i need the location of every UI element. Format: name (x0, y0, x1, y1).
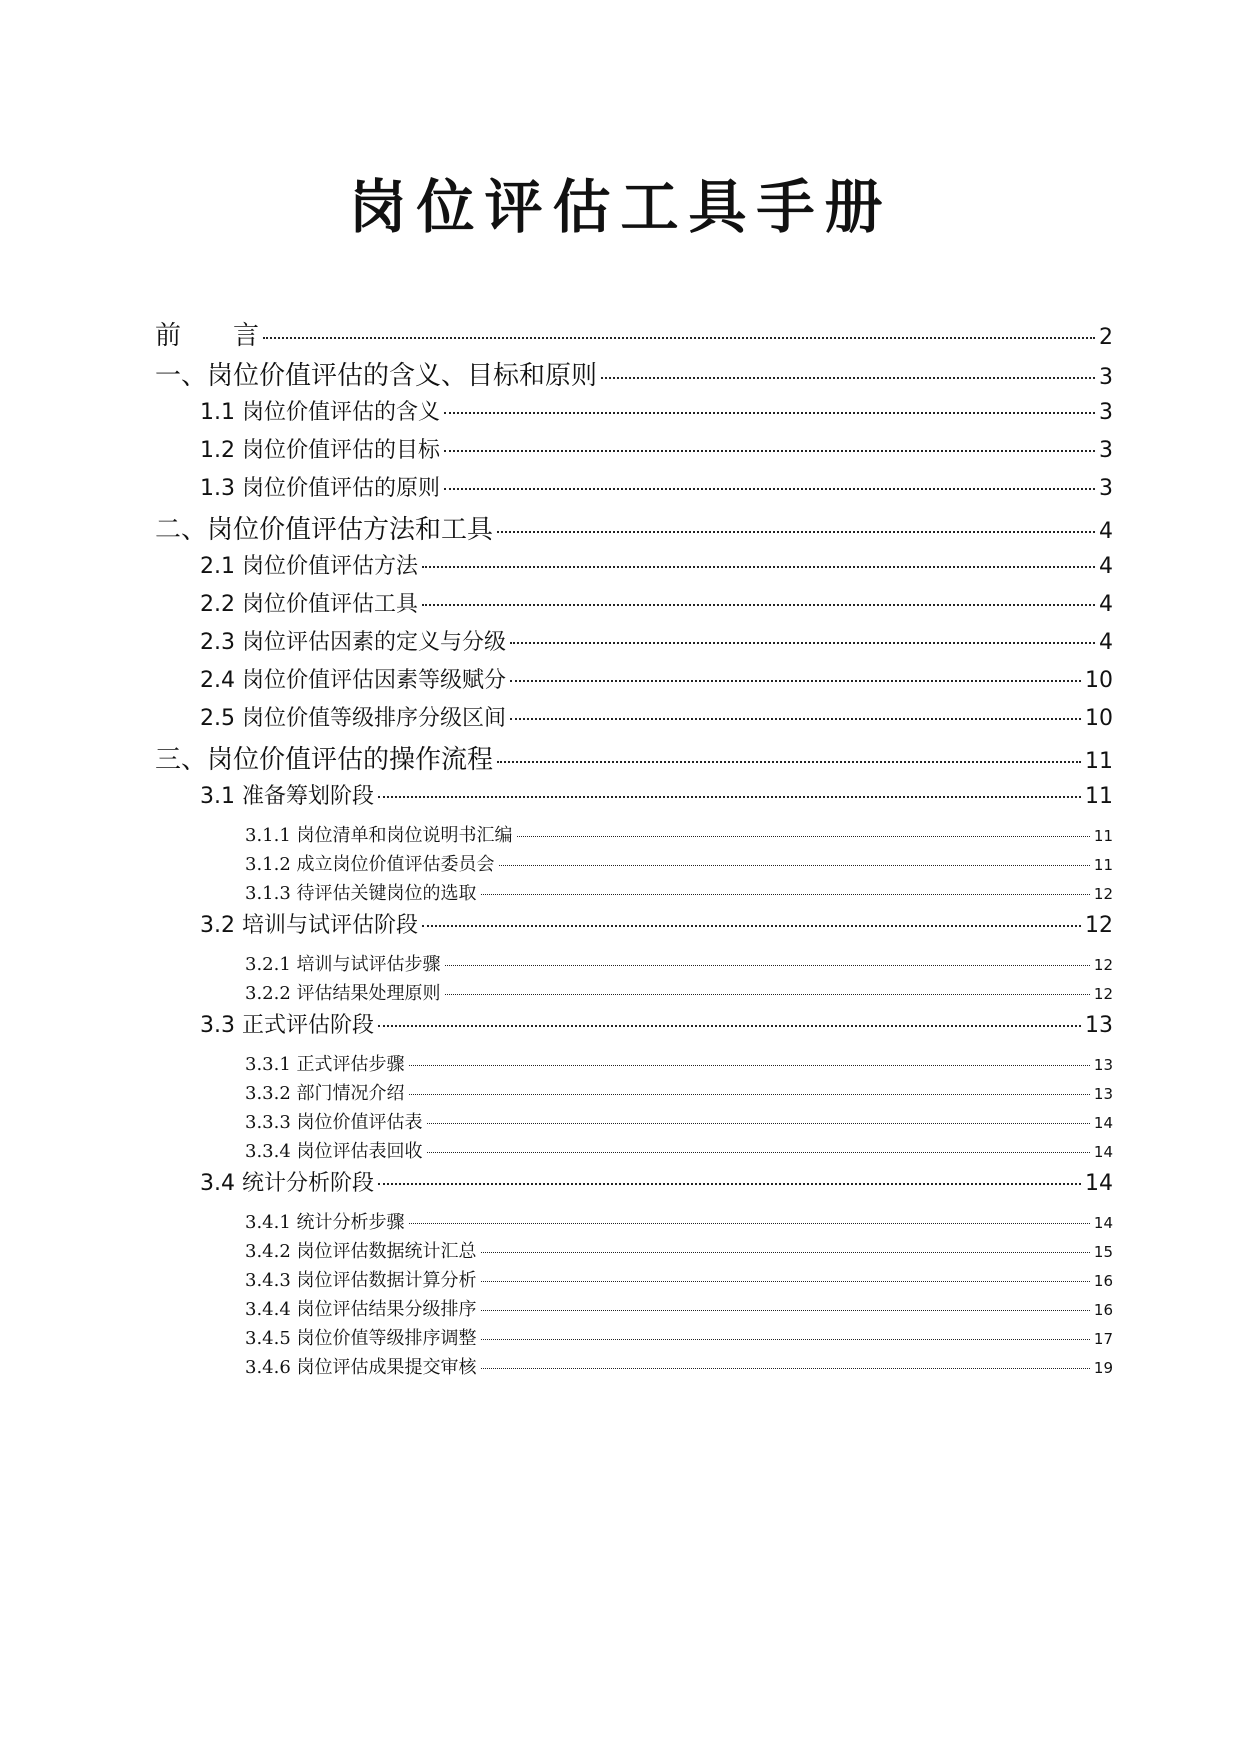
dot-leader (409, 1065, 1090, 1066)
toc-entry-3-4-6[interactable] (155, 1353, 1113, 1382)
toc-page-number: 12 (1085, 913, 1113, 938)
toc-page-number: 14 (1093, 1143, 1113, 1161)
toc-page-number: 11 (1093, 827, 1113, 845)
toc-page-number: 11 (1085, 749, 1113, 774)
toc-entry-2-1[interactable] (155, 549, 1113, 587)
dot-leader (444, 412, 1095, 414)
toc-label: 3.4 统计分析阶段 (200, 1171, 374, 1196)
dot-leader (510, 718, 1081, 720)
toc-page-number: 13 (1093, 1056, 1113, 1074)
document-title: 岗位评估工具手册 (348, 173, 893, 241)
toc-entry-3-2[interactable] (155, 908, 1113, 950)
toc-page-number: 3 (1099, 476, 1113, 501)
toc-entry-3-1[interactable] (155, 779, 1113, 821)
dot-leader (481, 1252, 1090, 1253)
toc-page-number: 4 (1099, 630, 1113, 655)
toc-entry-chapter-3[interactable] (155, 739, 1113, 779)
toc-label: 3.4.3 岗位评估数据计算分析 (245, 1270, 477, 1291)
toc-entry-chapter-2[interactable] (155, 509, 1113, 549)
toc-entry-3-4-3[interactable] (155, 1266, 1113, 1295)
dot-leader (445, 965, 1090, 966)
toc-entry-3-4-1[interactable] (155, 1208, 1113, 1237)
toc-label: 3.4.2 岗位评估数据统计汇总 (245, 1241, 477, 1262)
toc-page-number: 10 (1085, 668, 1113, 693)
toc-page-number: 4 (1099, 519, 1113, 544)
toc-entry-2-4[interactable] (155, 663, 1113, 701)
dot-leader (427, 1152, 1090, 1153)
dot-leader (481, 894, 1090, 895)
toc-page-number: 12 (1093, 985, 1113, 1003)
dot-leader (409, 1223, 1090, 1224)
toc-entry-1-2[interactable] (155, 433, 1113, 471)
toc-entry-3-4-5[interactable] (155, 1324, 1113, 1353)
toc-label: 3.1.1 岗位清单和岗位说明书汇编 (245, 825, 513, 846)
toc-entry-2-2[interactable] (155, 587, 1113, 625)
toc-page-number: 2 (1099, 325, 1113, 350)
toc-entry-1-1[interactable] (155, 395, 1113, 433)
toc-page-number: 4 (1099, 554, 1113, 579)
toc-page-number: 11 (1085, 784, 1113, 809)
toc-label: 3.1.3 待评估关键岗位的选取 (245, 883, 477, 904)
toc-label: 一、岗位价值评估的含义、目标和原则 (155, 361, 598, 391)
dot-leader (517, 836, 1090, 837)
toc-label: 3.3.1 正式评估步骤 (245, 1054, 405, 1075)
toc-label: 2.5 岗位价值等级排序分级区间 (200, 706, 506, 731)
toc-entry-3-4-4[interactable] (155, 1295, 1113, 1324)
toc-page-number: 14 (1085, 1171, 1113, 1196)
dot-leader (263, 337, 1095, 339)
toc-label: 1.1 岗位价值评估的含义 (200, 400, 440, 425)
toc-page-number: 19 (1093, 1359, 1113, 1377)
toc-page-number: 12 (1093, 956, 1113, 974)
dot-leader (481, 1281, 1090, 1282)
toc-label: 3.4.1 统计分析步骤 (245, 1212, 405, 1233)
toc-entry-3-3[interactable] (155, 1008, 1113, 1050)
toc-entry-3-3-1[interactable] (155, 1050, 1113, 1079)
dot-leader (444, 488, 1095, 490)
toc-label: 1.2 岗位价值评估的目标 (200, 438, 440, 463)
dot-leader (444, 450, 1095, 452)
toc-label: 3.3.3 岗位价值评估表 (245, 1112, 423, 1133)
dot-leader (422, 566, 1095, 568)
toc-entry-2-5[interactable] (155, 701, 1113, 739)
toc-page-number: 11 (1093, 856, 1113, 874)
toc-label: 3.1 准备筹划阶段 (200, 784, 374, 809)
toc-label: 2.2 岗位价值评估工具 (200, 592, 418, 617)
dot-leader (497, 531, 1095, 533)
toc-entry-chapter-1[interactable] (155, 355, 1113, 395)
dot-leader (481, 1339, 1090, 1340)
toc-label: 3.2 培训与试评估阶段 (200, 913, 418, 938)
dot-leader (510, 680, 1081, 682)
toc-page-number: 17 (1093, 1330, 1113, 1348)
toc-entry-3-4[interactable] (155, 1166, 1113, 1208)
toc-page-number: 3 (1099, 365, 1113, 390)
dot-leader (499, 865, 1090, 866)
dot-leader (422, 925, 1081, 927)
toc-page-number: 16 (1093, 1301, 1113, 1319)
toc-entry-3-2-1[interactable] (155, 950, 1113, 979)
dot-leader (427, 1123, 1090, 1124)
toc-label: 3.2.1 培训与试评估步骤 (245, 954, 441, 975)
toc-label: 前 言 (155, 321, 260, 351)
dot-leader (481, 1368, 1090, 1369)
toc-page-number: 4 (1099, 592, 1113, 617)
dot-leader (497, 761, 1081, 763)
toc-entry-2-3[interactable] (155, 625, 1113, 663)
dot-leader (409, 1094, 1090, 1095)
toc-page-number: 3 (1099, 438, 1113, 463)
dot-leader (601, 377, 1095, 379)
toc-entry-3-3-2[interactable] (155, 1079, 1113, 1108)
toc-entry-3-3-3[interactable] (155, 1108, 1113, 1137)
toc-label: 3.4.5 岗位价值等级排序调整 (245, 1328, 477, 1349)
toc-entry-3-1-1[interactable] (155, 821, 1113, 850)
toc-label: 2.1 岗位价值评估方法 (200, 554, 418, 579)
toc-page-number: 16 (1093, 1272, 1113, 1290)
dot-leader (422, 604, 1095, 606)
toc-entry-3-4-2[interactable] (155, 1237, 1113, 1266)
toc-label: 2.3 岗位评估因素的定义与分级 (200, 630, 506, 655)
toc-label: 1.3 岗位价值评估的原则 (200, 476, 440, 501)
dot-leader (510, 642, 1095, 644)
toc-label: 3.3.4 岗位评估表回收 (245, 1141, 423, 1162)
dot-leader (481, 1310, 1090, 1311)
toc-label: 3.2.2 评估结果处理原则 (245, 983, 441, 1004)
toc-label: 3.3.2 部门情况介绍 (245, 1083, 405, 1104)
toc-page-number: 10 (1085, 706, 1113, 731)
table-of-contents (155, 315, 1113, 1382)
toc-page-number: 14 (1093, 1214, 1113, 1232)
toc-label: 2.4 岗位价值评估因素等级赋分 (200, 668, 506, 693)
toc-page-number: 15 (1093, 1243, 1113, 1261)
dot-leader (378, 1183, 1081, 1185)
toc-label: 二、岗位价值评估方法和工具 (155, 515, 494, 545)
toc-page-number: 13 (1093, 1085, 1113, 1103)
dot-leader (445, 994, 1090, 995)
dot-leader (378, 1025, 1081, 1027)
toc-label: 3.3 正式评估阶段 (200, 1013, 374, 1038)
toc-page-number: 3 (1099, 400, 1113, 425)
toc-entry-1-3[interactable] (155, 471, 1113, 509)
toc-label: 3.4.4 岗位评估结果分级排序 (245, 1299, 477, 1320)
toc-page-number: 14 (1093, 1114, 1113, 1132)
toc-entry-3-3-4[interactable] (155, 1137, 1113, 1166)
dot-leader (378, 796, 1081, 798)
toc-page-number: 13 (1085, 1013, 1113, 1038)
toc-entry-3-2-2[interactable] (155, 979, 1113, 1008)
toc-label: 3.1.2 成立岗位价值评估委员会 (245, 854, 495, 875)
toc-label: 三、岗位价值评估的操作流程 (155, 745, 494, 775)
toc-entry-3-1-2[interactable] (155, 850, 1113, 879)
toc-entry-preface[interactable] (155, 315, 1113, 355)
toc-page-number: 12 (1093, 885, 1113, 903)
toc-entry-3-1-3[interactable] (155, 879, 1113, 908)
toc-label: 3.4.6 岗位评估成果提交审核 (245, 1357, 477, 1378)
